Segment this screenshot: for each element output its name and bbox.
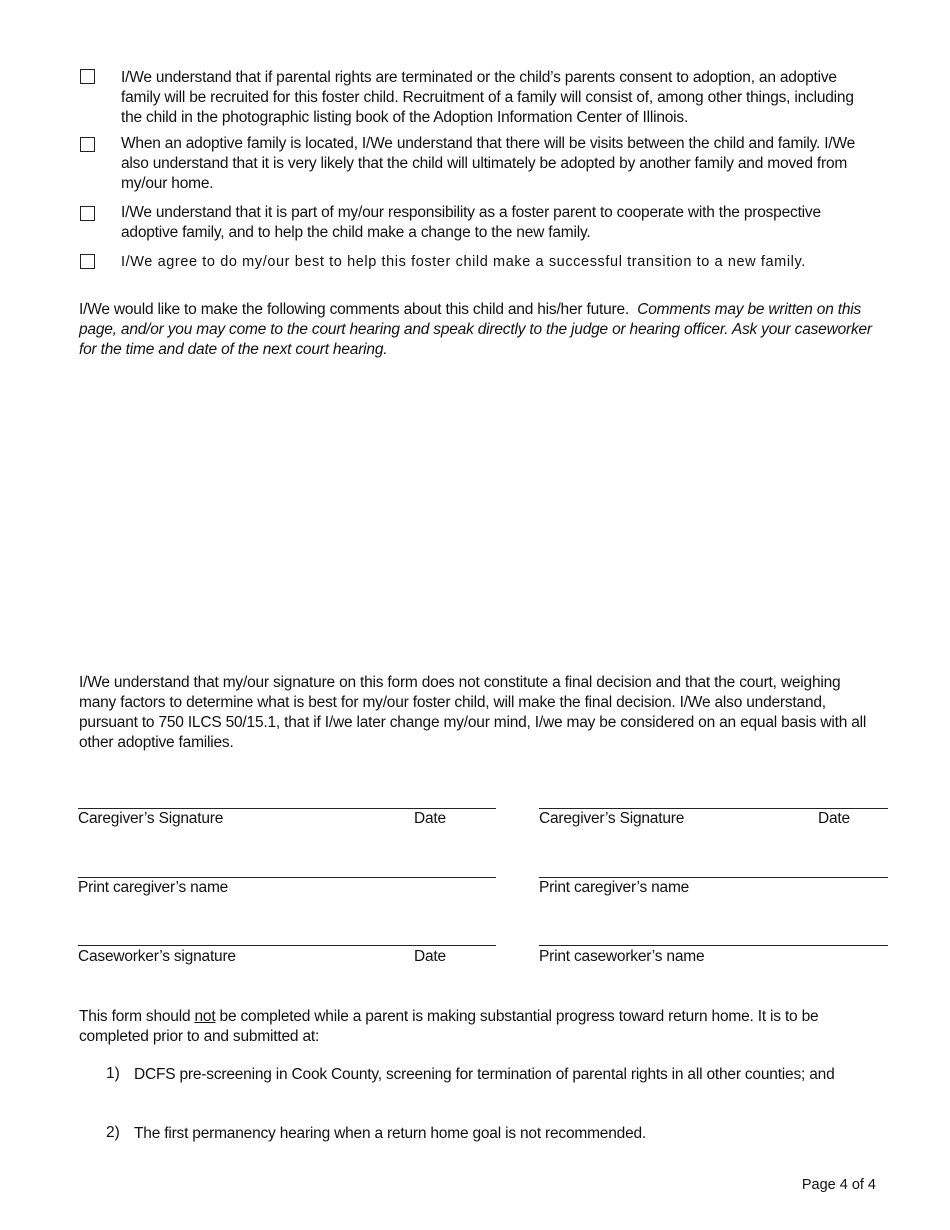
caseworker-signature-line[interactable] bbox=[78, 945, 496, 946]
list-item: DCFS pre-screening in Cook County, screening for termination of parental rights in all other counties; and bbox=[134, 1066, 835, 1083]
instructions-part-1: This form should bbox=[79, 1008, 195, 1025]
date-label-1: Date bbox=[414, 810, 446, 827]
caregiver-signature-label-1: Caregiver’s Signature bbox=[78, 810, 224, 827]
print-caregiver-name-line-2[interactable] bbox=[539, 877, 888, 878]
comments-area[interactable] bbox=[79, 370, 879, 660]
instructions-emphasis: not bbox=[194, 1008, 216, 1025]
list-number: 2) bbox=[106, 1124, 120, 1141]
date-label-2: Date bbox=[818, 810, 850, 827]
comments-paragraph bbox=[79, 300, 879, 360]
caseworker-signature-label: Caseworker’s signature bbox=[78, 948, 236, 965]
instructions-paragraph bbox=[79, 1007, 879, 1047]
caregiver-signature-line-1[interactable] bbox=[78, 808, 496, 809]
caregiver-signature-line-2[interactable] bbox=[539, 808, 888, 809]
caregiver-signature-label-2: Caregiver’s Signature bbox=[539, 810, 685, 827]
page-number: Page 4 of 4 bbox=[801, 1177, 876, 1193]
date-label-3: Date bbox=[414, 948, 446, 965]
print-caseworker-name-label: Print caseworker’s name bbox=[539, 948, 705, 965]
print-caregiver-name-label-2: Print caregiver’s name bbox=[539, 879, 690, 896]
statement-text: I/We understand that it is part of my/our responsibility as a foster parent to cooperate with the prospective adoptive family, and to help the child make a change to the new family. bbox=[121, 204, 821, 241]
comments-instructions: Comments may be written on this page, and/or you may come to the court hearing and speak directly to the judge or hearing officer. Ask your caseworker for the time and date of the next court hearing. bbox=[79, 301, 872, 358]
visits-checkbox[interactable] bbox=[80, 137, 95, 152]
instructions-part-2: be completed while a parent is making substantial progress toward return home. It is to be completed prior to and submitted at: bbox=[79, 1008, 819, 1045]
statement-text: When an adoptive family is located, I/We understand that there will be visits between the child and family. I/We also understand that it is very likely that the child will ultimately be adopted by another family and moved from my/our home. bbox=[121, 135, 856, 192]
print-caregiver-name-label-1: Print caregiver’s name bbox=[78, 879, 229, 896]
list-item: The first permanency hearing when a return home goal is not recommended. bbox=[134, 1125, 647, 1142]
statement-text: I/We agree to do my/our best to help this foster child make a successful transition to a new family. bbox=[121, 254, 806, 270]
recruitment-checkbox[interactable] bbox=[80, 69, 95, 84]
list-number: 1) bbox=[106, 1065, 120, 1082]
cooperate-checkbox[interactable] bbox=[80, 206, 95, 221]
statement-text: I/We understand that if parental rights are terminated or the child’s parents consent to adoption, an adoptive family will be recruited for this foster child. Recruitment of a family will consist of, among other things, including the child in the photographic listing book of the Adoption Information Center of Illinois. bbox=[121, 69, 854, 126]
transition-checkbox[interactable] bbox=[80, 254, 95, 269]
print-caregiver-name-line-1[interactable] bbox=[78, 877, 496, 878]
comments-lead: I/We would like to make the following comments about this child and his/her future. bbox=[79, 301, 630, 318]
print-caseworker-name-line[interactable] bbox=[539, 945, 888, 946]
acknowledgement-paragraph: I/We understand that my/our signature on this form does not constitute a final decision and that the court, weighing many factors to determine what is best for my/our foster child, will make the final decision. I/We also understand, pursuant to 750 ILCS 50/15.1, that if I/we later change my/our mind, I/we may be considered on an equal basis with all other adoptive families. bbox=[79, 674, 867, 751]
